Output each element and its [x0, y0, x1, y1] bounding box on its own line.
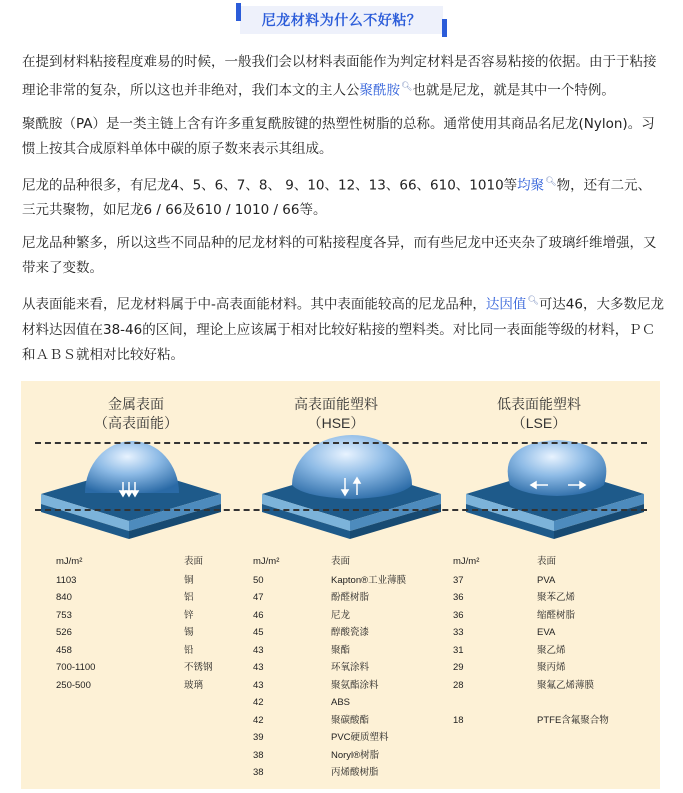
paragraph-1: 在提到材料粘接程度难易的时候，一般我们会以材料表面能作为判定材料是否容易粘接的依据。由于于粘接理论非常的复杂，所以这也并非绝对，我们本文的主人公聚酰胺🔍︎也就是尼龙，就是其中一个特例。: [22, 54, 657, 99]
droplet-lse: [508, 440, 607, 496]
table-row: 50 Kapton®工业薄膜: [253, 574, 407, 586]
table-row: 18 PTFE含氟聚合物: [453, 714, 609, 726]
droplet-illustration: [21, 381, 660, 551]
table-row: 33 EVA: [453, 627, 556, 638]
paragraph-3: 尼龙的品种很多，有尼龙4、5、6、7、8、 9、10、12、13、66、610、1010等均聚🔍︎物，还有二元、三元共聚物，如尼龙6 / 66及610 / 1010 / 66等。: [22, 176, 652, 218]
table-hse: [253, 553, 406, 782]
table-row: 39 PVC硬质塑料: [253, 732, 389, 743]
article-body: [22, 50, 664, 376]
table-header: mJ/m² 表面: [253, 556, 351, 567]
table-row: 43 环氧涂料: [253, 662, 370, 673]
paragraph-4: 尼龙品种繁多，所以这些不同品种的尼龙材料的可粘接程度各异，而有些尼龙中还夹杂了玻璃纤维增强，又带来了变数。: [22, 235, 657, 276]
paragraph-5: 从表面能来看，尼龙材料属于中-高表面能材料。其中表面能较高的尼龙品种，达因值🔍︎可达46，大多数尼龙材料达因值在38-46的区间，理论上应该属于相对比较好粘接的塑料类。对比同一表面能等级的材料，ＰＣ和ＡＢＳ就相对比较好粘。: [22, 296, 664, 363]
table-row: [453, 694, 609, 712]
table-row: 46 尼龙: [253, 609, 351, 621]
table-row: 42 聚碳酸酯: [253, 714, 370, 726]
table-row: 31 聚乙烯: [453, 644, 566, 656]
title-corner-decoration: [442, 19, 447, 37]
table-row: 28 聚氟乙烯薄膜: [453, 679, 595, 691]
paragraph-2: 聚酰胺（PA）是一类主链上含有许多重复酰胺键的热塑性树脂的总称。通常使用其商品名尼龙(Nylon)。习惯上按其合成原料单体中碳的原子数来表示其组成。: [22, 115, 655, 157]
keyword-link-dyne-value[interactable]: 达因值: [485, 296, 527, 313]
title-corner-decoration: [236, 3, 241, 21]
table-row: 1103 铜: [56, 574, 194, 586]
table-row: 36 聚苯乙烯: [453, 592, 576, 603]
table-row: 38 Noryl®树脂: [253, 749, 380, 761]
table-row: 700-1100 不锈钢: [56, 662, 213, 673]
dashed-line-upper: [35, 442, 647, 444]
table-row: 840 铝: [56, 592, 194, 603]
surface-energy-figure: [21, 381, 660, 789]
droplet-hse: [292, 435, 412, 499]
table-metal: [56, 553, 213, 694]
keyword-link-polyamide[interactable]: 聚酰胺: [359, 82, 400, 99]
search-icon[interactable]: 🔍︎: [527, 296, 539, 306]
table-row: 47 酚醛树脂: [253, 592, 370, 603]
figure-heading-hse: 高表面能塑料 （HSE）: [294, 396, 378, 431]
table-row: 29 聚丙烯: [453, 662, 566, 673]
table-row: 250-500 玻璃: [56, 679, 204, 691]
table-header: mJ/m² 表面: [56, 556, 204, 567]
figure-heading-metal: 金属表面 （高表面能）: [94, 396, 178, 431]
table-row: 37 PVA: [453, 574, 556, 586]
table-row: 38 丙烯酸树脂: [253, 767, 379, 778]
keyword-link-homopolymer[interactable]: 均聚: [517, 177, 545, 193]
table-row: 753 锌: [56, 609, 194, 621]
dashed-line-lower: [35, 509, 647, 511]
table-row: 45 醇酸瓷漆: [253, 627, 370, 638]
article-title: [240, 6, 444, 34]
droplet-metal: [85, 441, 179, 493]
table-row: 458 铅: [56, 644, 194, 656]
table-row: 43 聚氨酯涂料: [253, 679, 379, 691]
search-icon[interactable]: 🔍︎: [545, 176, 557, 187]
article-title-text: 尼龙材料为什么不好粘？: [261, 13, 422, 29]
table-row: 526 锡: [56, 627, 194, 638]
arrows-down-metal: [120, 482, 138, 496]
table-row: 43 聚酯: [253, 644, 351, 656]
table-row: 42 ABS: [253, 697, 351, 708]
table-header: mJ/m² 表面: [453, 556, 557, 567]
table-row: 36 缩醛树脂: [453, 609, 576, 621]
figure-heading-lse: 低表面能塑料 （LSE）: [497, 396, 581, 431]
table-lse: [453, 553, 609, 729]
article-title-wrap: [0, 6, 683, 34]
search-icon[interactable]: 🔍︎: [401, 82, 413, 92]
